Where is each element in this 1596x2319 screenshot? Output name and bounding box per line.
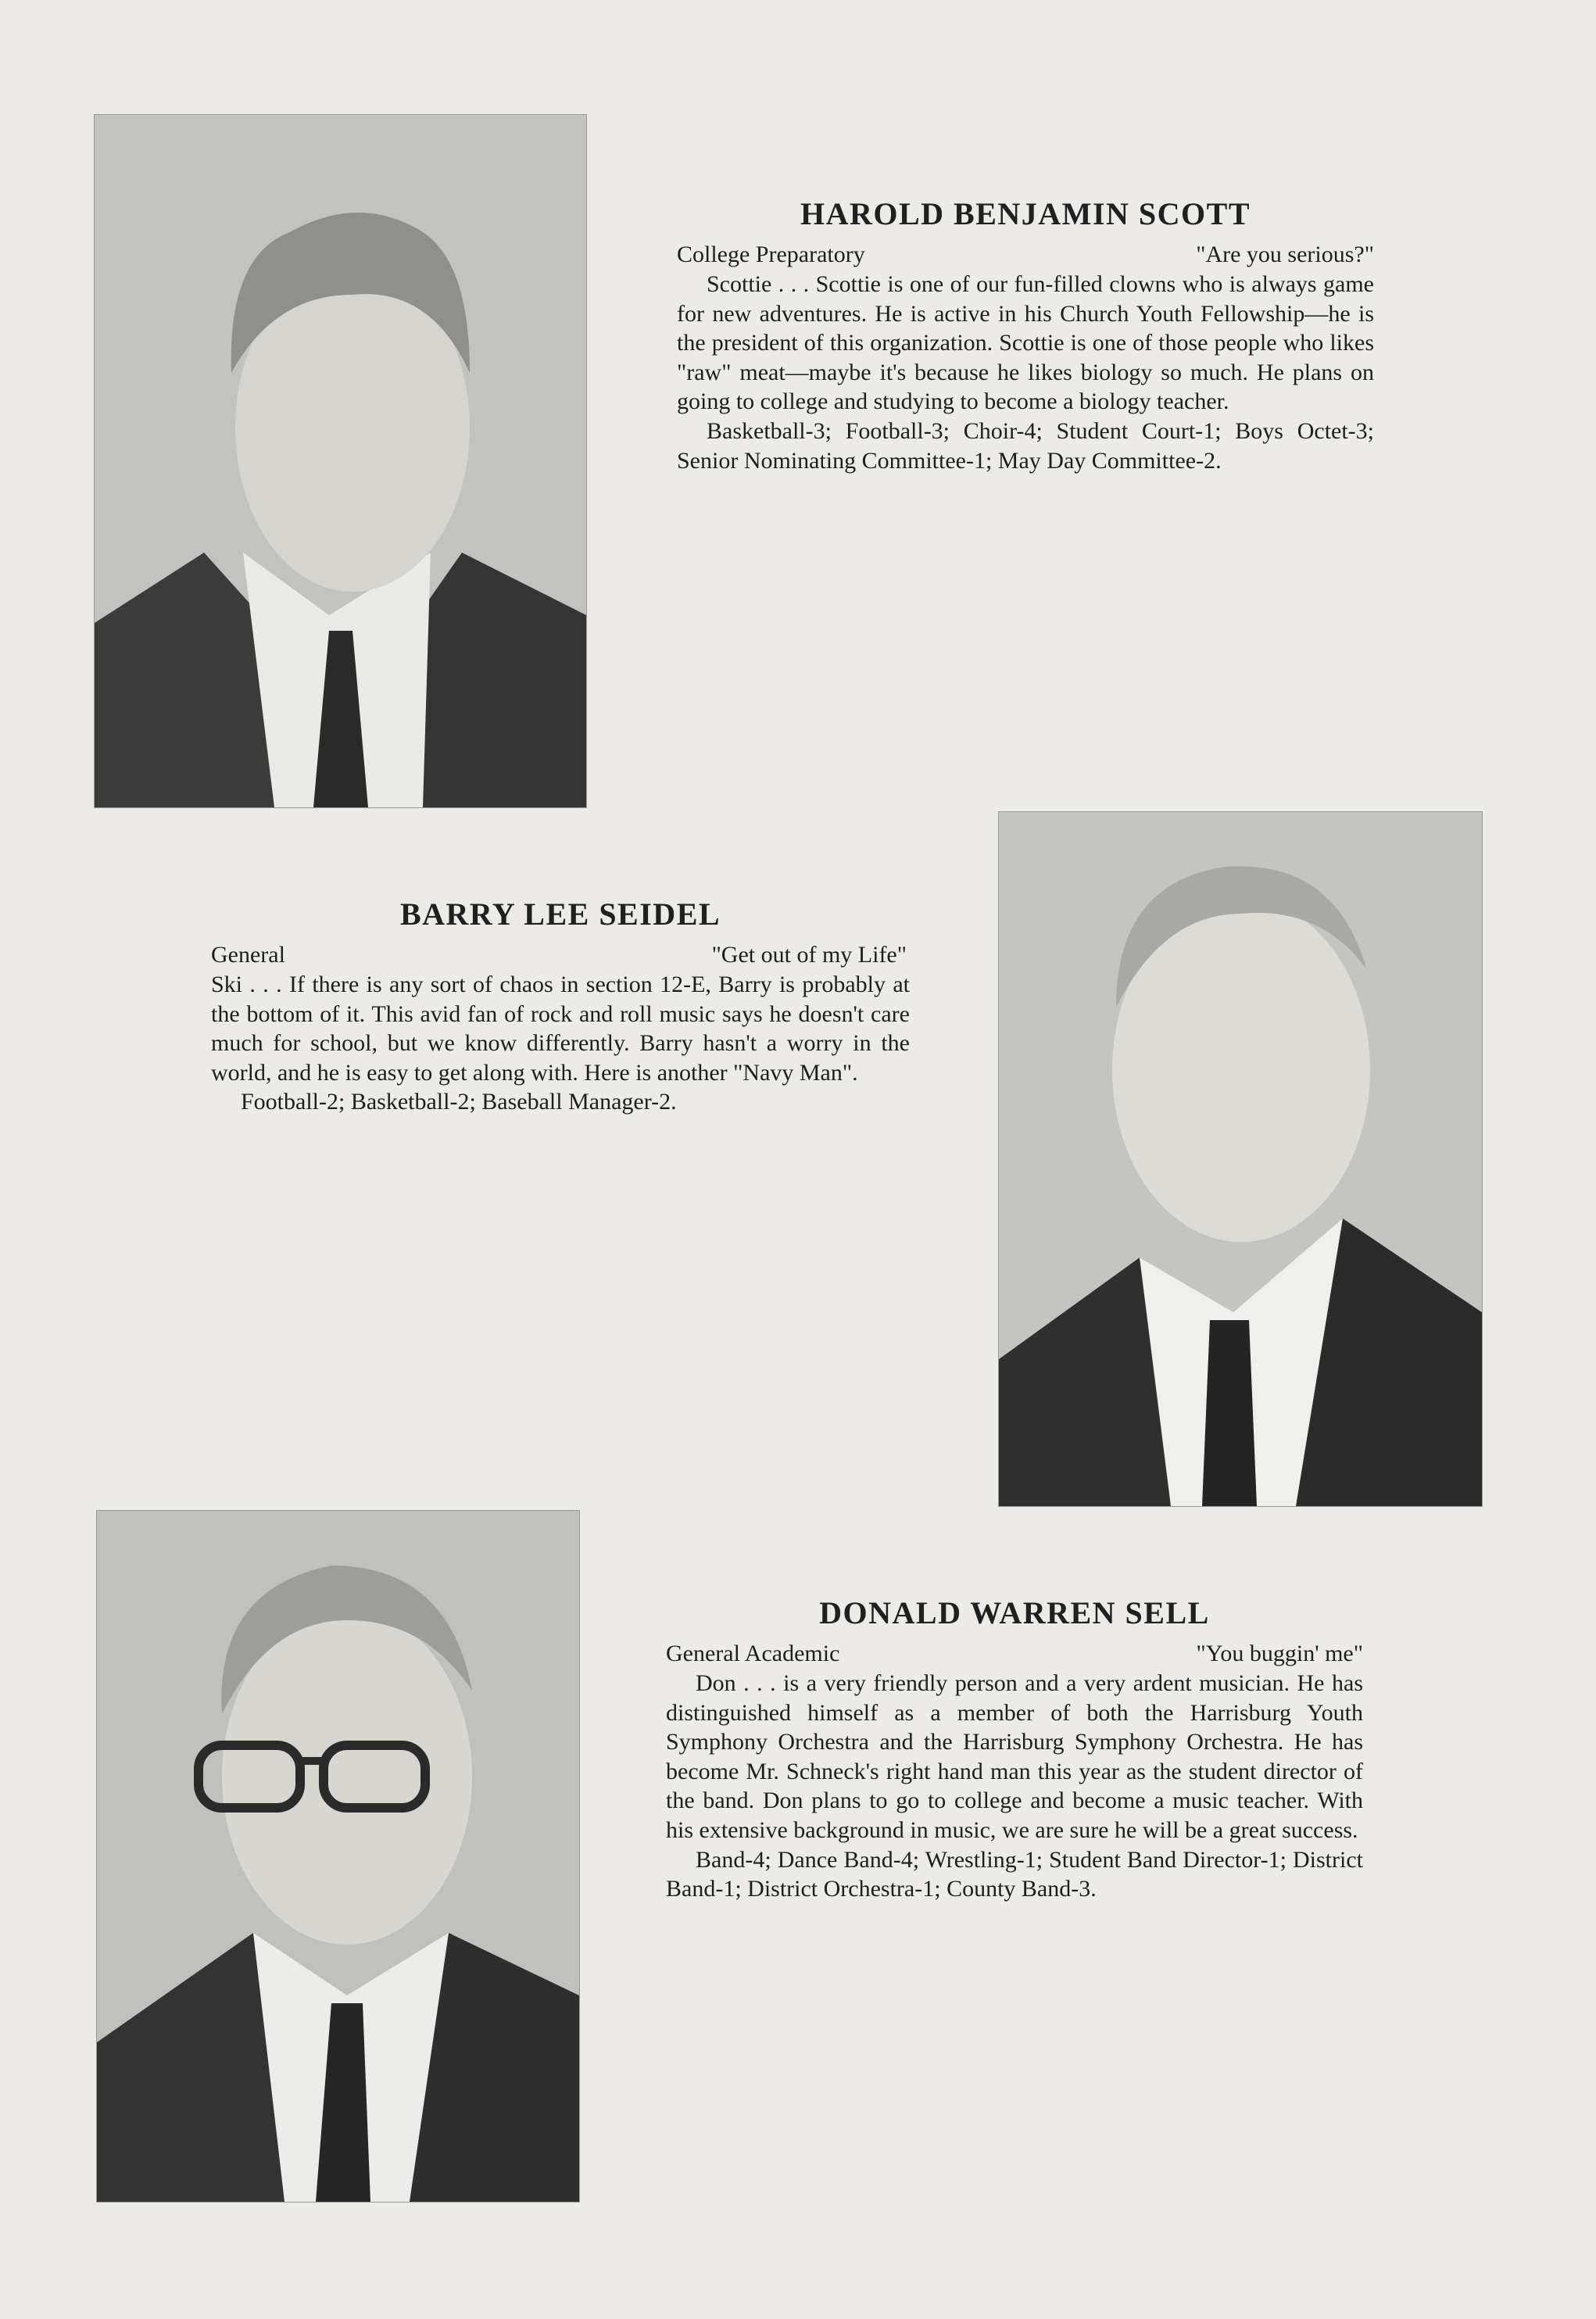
student-entry-donald (666, 1594, 1363, 1904)
portrait-photo-barry (998, 811, 1483, 1507)
student-entry-barry (211, 896, 910, 1117)
student-activities: Basketball-3; Football-3; Choir-4; Student Court-1; Boys Octet-3; Senior Nominating Committee-1; May Day Committee-2. (677, 417, 1374, 474)
student-bio: Don . . . is a very friendly person and a very ardent musician. He has distinguished himself as a member of both the Harrisburg Youth Symphony Orchestra and the Harrisburg Symphony Orchestra. He has become Mr. Schneck's right hand man this year as the student director of the band. Don plans to go to college and become a music teacher. With his extensive background in music, we are sure he will be a great success. (666, 1670, 1363, 1843)
student-name: HAROLD BENJAMIN SCOTT (800, 196, 1251, 231)
senior-quote: "Get out of my Life" (711, 942, 907, 968)
course-label: General Academic (666, 1641, 840, 1666)
portrait-photo-harold (94, 114, 587, 808)
student-name: DONALD WARREN SELL (819, 1595, 1210, 1630)
senior-quote: "Are you serious?" (1196, 242, 1374, 267)
student-bio: Scottie . . . Scottie is one of our fun-filled clowns who is always game for new adventures. He is active in his Church Youth Fellowship—he is the president of this organization. Scottie is one of those people who likes "raw" meat—maybe it's because he likes biology so much. He plans on going to college and studying to become a biology teacher. (677, 271, 1374, 415)
student-name: BARRY LEE SEIDEL (399, 896, 721, 932)
student-entry-harold (677, 195, 1374, 475)
senior-quote: "You buggin' me" (1196, 1641, 1363, 1666)
course-label: General (211, 942, 285, 968)
student-activities: Band-4; Dance Band-4; Wrestling-1; Student Band Director-1; District Band-1; District Orchestra-1; County Band-3. (666, 1846, 1363, 1902)
portrait-photo-donald (96, 1510, 580, 2203)
student-activities: Football-2; Basketball-2; Baseball Manager-2. (241, 1089, 677, 1115)
course-label: College Preparatory (677, 242, 865, 267)
student-bio: Ski . . . If there is any sort of chaos in section 12-E, Barry is probably at the bottom of it. This avid fan of rock and roll music says he doesn't care much for school, but we know differently. Barry hasn't a worry in the world, and he is easy to get along with. Here is another "Navy Man". (211, 972, 910, 1086)
